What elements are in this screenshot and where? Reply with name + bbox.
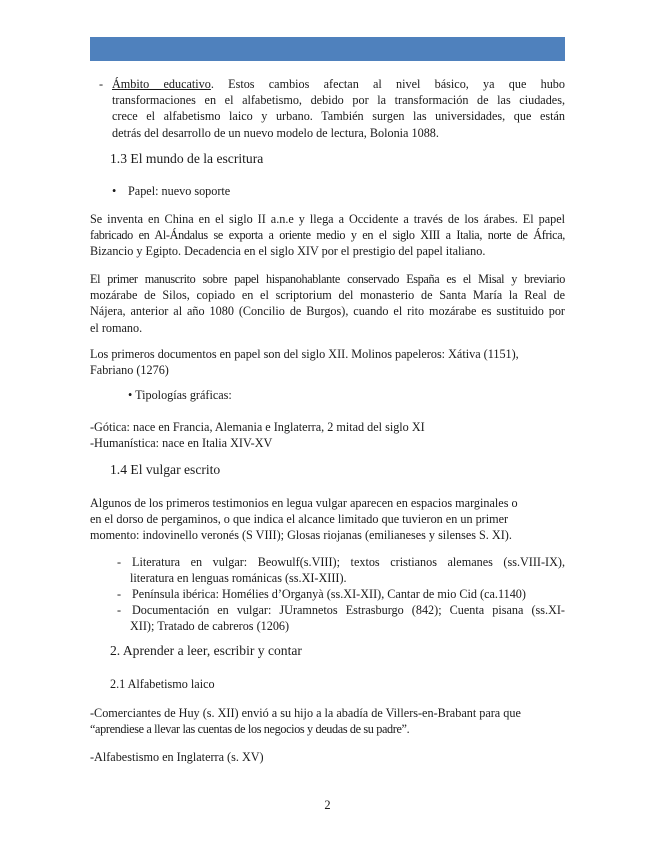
bullet-paper: • Papel: nuevo soporte: [112, 184, 231, 198]
paragraph-vulgar: Algunos de los primeros testimonios en legua vulgar aparecen en espacios marginales o en el dorso de pergaminos, o que indica el alcance limitado que tuvieron en un primer momento: indovinello veronés (S VIII); Glosas riojanas (emilianeses y silenses S. XI).: [90, 496, 518, 543]
paragraph-england: -Alfabestismo en Inglaterra (s. XV): [90, 750, 264, 764]
section-heading-2: 2. Aprender a leer, escribir y contar: [110, 643, 302, 658]
list-item: - Literatura en vulgar: Beowulf(s.VIII); textos cristianos alemanes (ss.VIII-IX), literatura en lenguas románicas (ss.XI-XIII).: [117, 555, 565, 586]
script-type-gothic: -Gótica: nace en Francia, Alemania e Inglaterra, 2 mitad del siglo XI: [90, 420, 425, 434]
list-item: - Documentación en vulgar: JUramnetos Estrasburgo (842); Cuenta pisana (ss.XI- XII); Tratado de cabreros (1206): [117, 603, 565, 634]
intro-item-label: Ámbito educativo: [112, 77, 211, 91]
section-heading-1-4: 1.4 El vulgar escrito: [110, 462, 221, 477]
paragraph-paper-history: Se inventa en China en el siglo II a.n.e y llega a Occidente a través de los árabes. El papel fabricado en Al-Ándalus se exporta a oriente medio y en el siglo XIII a Italia, norte de África, Bizancio y Egipto. Decadencia en el siglo XIV por el prestigio del papel italiano.: [90, 212, 565, 259]
list-item: - Península ibérica: Homélies d’Organyà (ss.XI-XII), Cantar de mio Cid (ca.1140): [117, 587, 526, 601]
header-bar: [90, 37, 565, 61]
paragraph-paper-mills: Los primeros documentos en papel son del siglo XII. Molinos papeleros: Xátiva (1151), Fabriano (1276): [90, 347, 519, 378]
subheading-2-1: 2.1 Alfabetismo laico: [110, 677, 215, 691]
section-heading-1-3: 1.3 El mundo de la escritura: [110, 151, 264, 166]
script-types-list: [90, 419, 565, 451]
page-number: 2: [324, 798, 331, 812]
bullet-graphic-types: • Tipologías gráficas:: [128, 388, 232, 402]
paragraph-first-manuscript: El primer manuscrito sobre papel hispanohablante conservado España es el Misal y breviario mozárabe de Silos, copiado en el scriptorium del monasterio de Santa María la Real de Nájera, anterior al año 1080 (Concilio de Burgos), cuando el rito mozárabe es sustituido por el romano.: [90, 272, 565, 335]
intro-list-item: - Ámbito educativo. Estos cambios afectan al nivel básico, ya que hubo transformaciones en el alfabetismo, debido por la transformación de las ciudades, crece el alfabetismo laico y urbano. También surgen las universidades, que están detrás del desarrollo de un nuevo modelo de lectura, Bolonia 1088.: [99, 77, 565, 140]
script-type-humanistic: -Humanística: nace en Italia XIV-XV: [90, 436, 273, 451]
paragraph-merchants: -Comerciantes de Huy (s. XII) envió a su hijo a la abadía de Villers-en-Brabant para que “aprendiese a llevar las cuentas de los negocios y deudas de su padre”.: [90, 706, 521, 737]
